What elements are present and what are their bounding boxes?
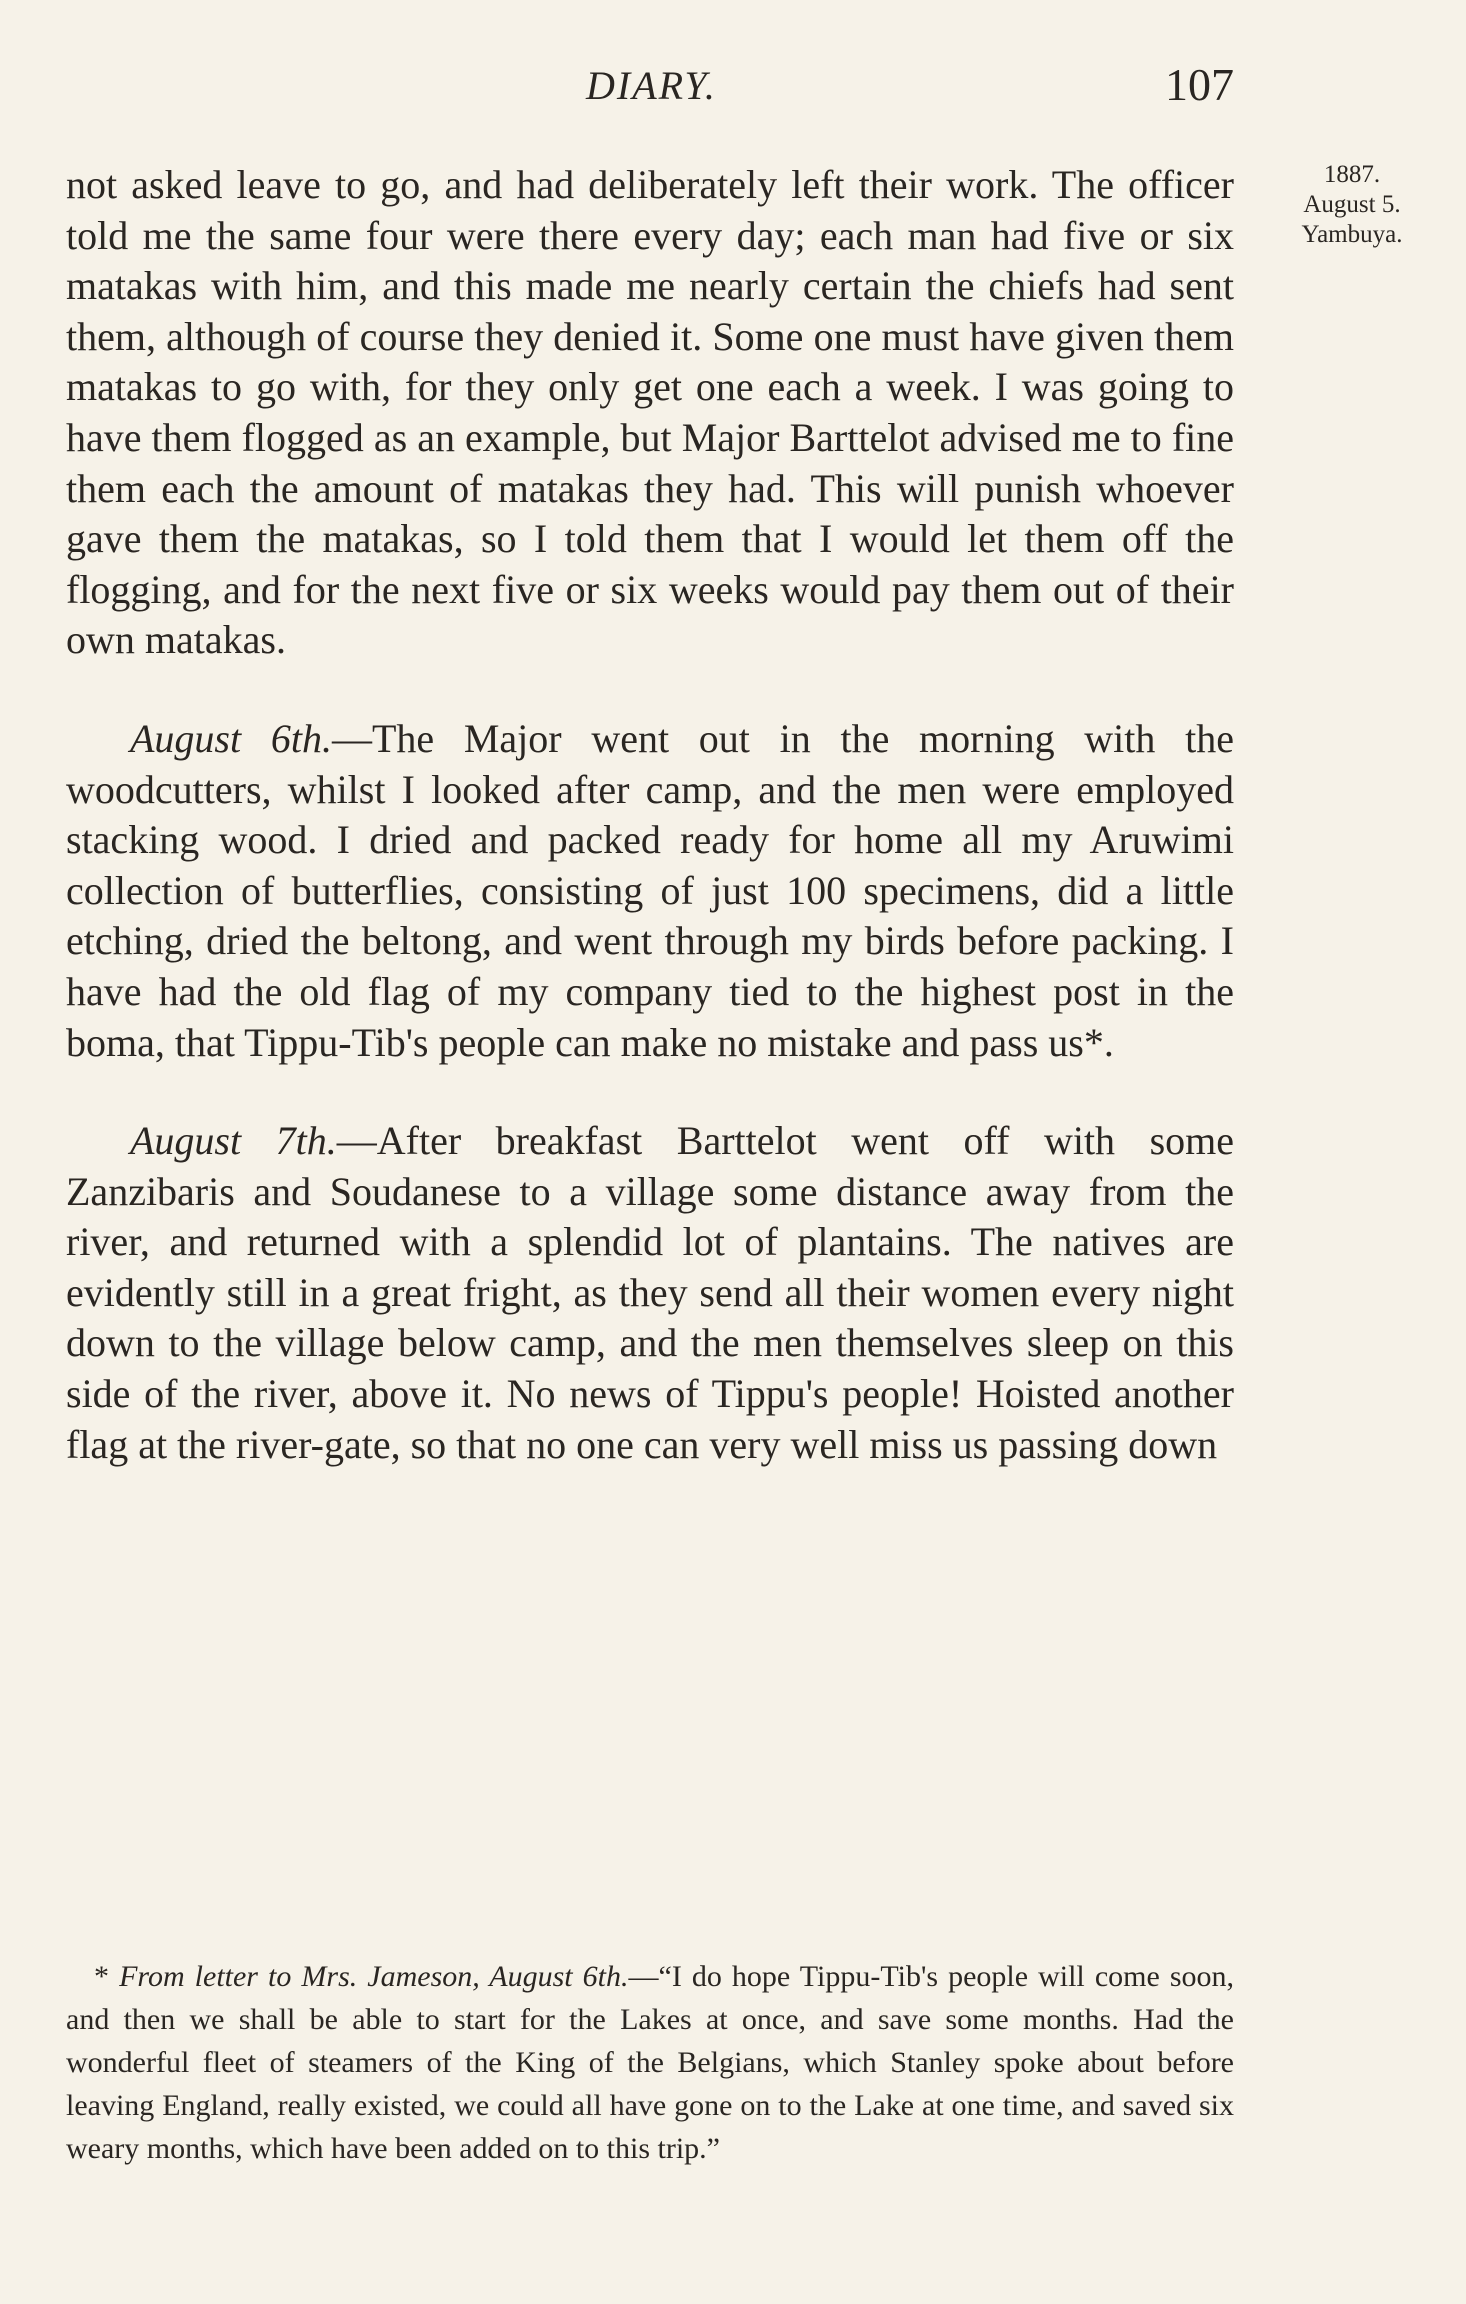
margin-note-year: 1887. — [1323, 161, 1381, 188]
margin-note-date: August 5. — [1303, 191, 1401, 218]
diary-entry-august-7 — [66, 1116, 1234, 1470]
paragraph-text: not asked leave to go, and had deliberately left their work. The officer told me the same four were there every day; each man had five or six matakas with him, and this made me nearly certain the chiefs had sent them, although of course they denied it. Some one must have given them matakas to go with, for they only get one each a week. I was going to have them flogged as an example, but Major Barttelot advised me to fine them each the amount of matakas they had. This will punish whoever gave them the matakas, so I told them that I would let them off the flogging, and for the next five or six weeks would pay them out of their own matakas. — [66, 162, 1234, 663]
body-text — [66, 160, 1234, 1470]
diary-entry-august-6 — [66, 714, 1234, 1068]
margin-note — [1262, 160, 1442, 250]
entry-dateline: August 6th. — [130, 715, 332, 761]
paragraph-continuation — [66, 160, 1234, 666]
footnote-text-block — [66, 1955, 1234, 2170]
footnote-marker: * — [94, 1960, 120, 1993]
page-header — [66, 58, 1234, 118]
footnote — [66, 1955, 1234, 2170]
page-number: 107 — [1165, 59, 1234, 110]
footnote-text: —“I do hope Tippu-Tib's people will come soon, and then we shall be able to start for the Lakes at once, and save some months. Had the wonderful fleet of steamers of the King of the Belgians, which Stanley spoke about before leaving England, really existed, we could all have gone on to the Lake at one time, and saved six weary months, which have been added on to this trip.” — [66, 1960, 1235, 2165]
paragraph-text: —The Major went out in the morning with the woodcutters, whilst I looked after camp, and the men were employed stacking wood. I dried and packed ready for home all my Aruwimi collection of butterflies, consisting of just 100 specimens, did a little etching, dried the beltong, and went through my birds before packing. I have had the old flag of my company tied to the highest post in the boma, that Tippu-Tib's people can make no mistake and pass us*. — [66, 715, 1234, 1065]
margin-note-place: Yambuya. — [1301, 221, 1403, 248]
paragraph-text: —After breakfast Barttelot went off with some Zanzibaris and Soudanese to a village some distance away from the river, and returned with a splendid lot of plantains. The natives are evidently still in a great fright, as they send all their women every night down to the village below camp, and the men themselves sleep on this side of the river, above it. No news of Tippu's people! Hoisted another flag at the river-gate, so that no one can very well miss us passing down — [66, 1118, 1234, 1467]
footnote-source: From letter to Mrs. Jameson, August 6th. — [119, 1960, 629, 1993]
entry-dateline: August 7th. — [130, 1118, 337, 1164]
running-head: DIARY. — [586, 63, 717, 108]
